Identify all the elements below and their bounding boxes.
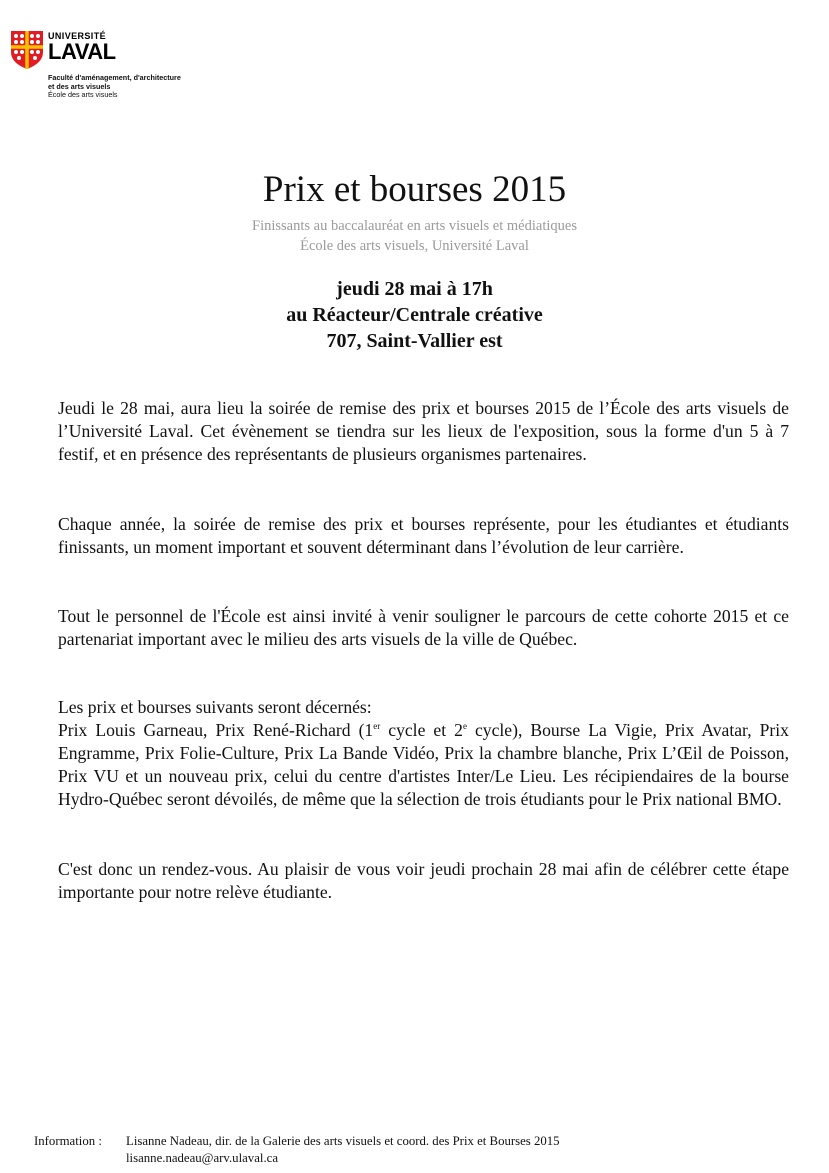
superscript-er: er [373, 721, 381, 731]
subtitle-line-2: École des arts visuels, Université Laval [300, 238, 529, 254]
paragraph-5: C'est donc un rendez-vous. Au plaisir de vous voir jeudi prochain 28 mai afin de célébrer cette étape importante pour notre relève étudiante. [58, 859, 789, 902]
subtitle [0, 216, 829, 256]
paragraph-3: Tout le personnel de l'École est ainsi invité à venir souligner le parcours de cette cohorte 2015 et ce partenariat important avec le milieu des arts visuels de la ville de Québec. [58, 606, 789, 649]
awards-list [58, 719, 789, 811]
faculty-name [48, 74, 208, 100]
faculty-line-2: et des arts visuels [48, 81, 111, 91]
awards-list-part-b: cycle et 2 [380, 720, 463, 740]
event-venue: au Réacteur/Centrale créative [286, 304, 543, 326]
paragraph-1: Jeudi le 28 mai, aura lieu la soirée de remise des prix et bourses 2015 de l’École des arts visuels de l’Université Laval. Cet évènement se tiendra sur les lieux de l'exposition, sous la forme d'un 5 à 7 festif, et en présence des représentants de plusieurs organismes partenaires. [58, 398, 789, 464]
superscript-e: e [462, 721, 467, 731]
footer-contact: Lisanne Nadeau, dir. de la Galerie des arts visuels et coord. des Prix et Bourses 2015 [126, 1134, 560, 1148]
awards-list-part-a: Prix Louis Garneau, Prix René-Richard (1 [58, 720, 374, 740]
footer-label: Information : [34, 1134, 102, 1148]
university-small-label: UNIVERSITÉ [48, 31, 107, 41]
paragraph-2: Chaque année, la soirée de remise des prix et bourses représente, pour les étudiantes et étudiants finissants, un moment important et souvent déterminant dans l’évolution de leur carrière. [58, 514, 789, 557]
faculty-line-1: Faculté d'aménagement, d'architecture [48, 73, 181, 82]
page-title: Prix et bourses 2015 [262, 169, 567, 210]
subtitle-line-1: Finissants au baccalauréat en arts visuels et médiatiques [252, 218, 577, 234]
event-details [0, 276, 829, 354]
awards-intro: Les prix et bourses suivants seront décernés: [58, 697, 372, 717]
university-name [48, 31, 116, 63]
awards-list-part-c: cycle), Bourse La Vigie, Prix Avatar, Prix Engramme, Prix Folie-Culture, Prix La Bande Vidéo, Prix la chambre blanche, Prix L’Œil de Poisson, Prix VU et un nouveau prix, celui du centre d'artistes Inter/Le Lieu. Les récipiendaires de la bourse Hydro-Québec seront dévoilés, de même que la sélection de trois étudiants pour le Prix national BMO. [58, 720, 789, 809]
footer-email: lisanne.nadeau@arv.ulaval.ca [126, 1151, 279, 1165]
faculty-line-3: École des arts visuels [48, 90, 118, 99]
shield-icon [10, 30, 44, 70]
event-date: jeudi 28 mai à 17h [336, 278, 493, 300]
university-big-label: LAVAL [48, 39, 116, 64]
event-address: 707, Saint-Vallier est [326, 330, 503, 352]
